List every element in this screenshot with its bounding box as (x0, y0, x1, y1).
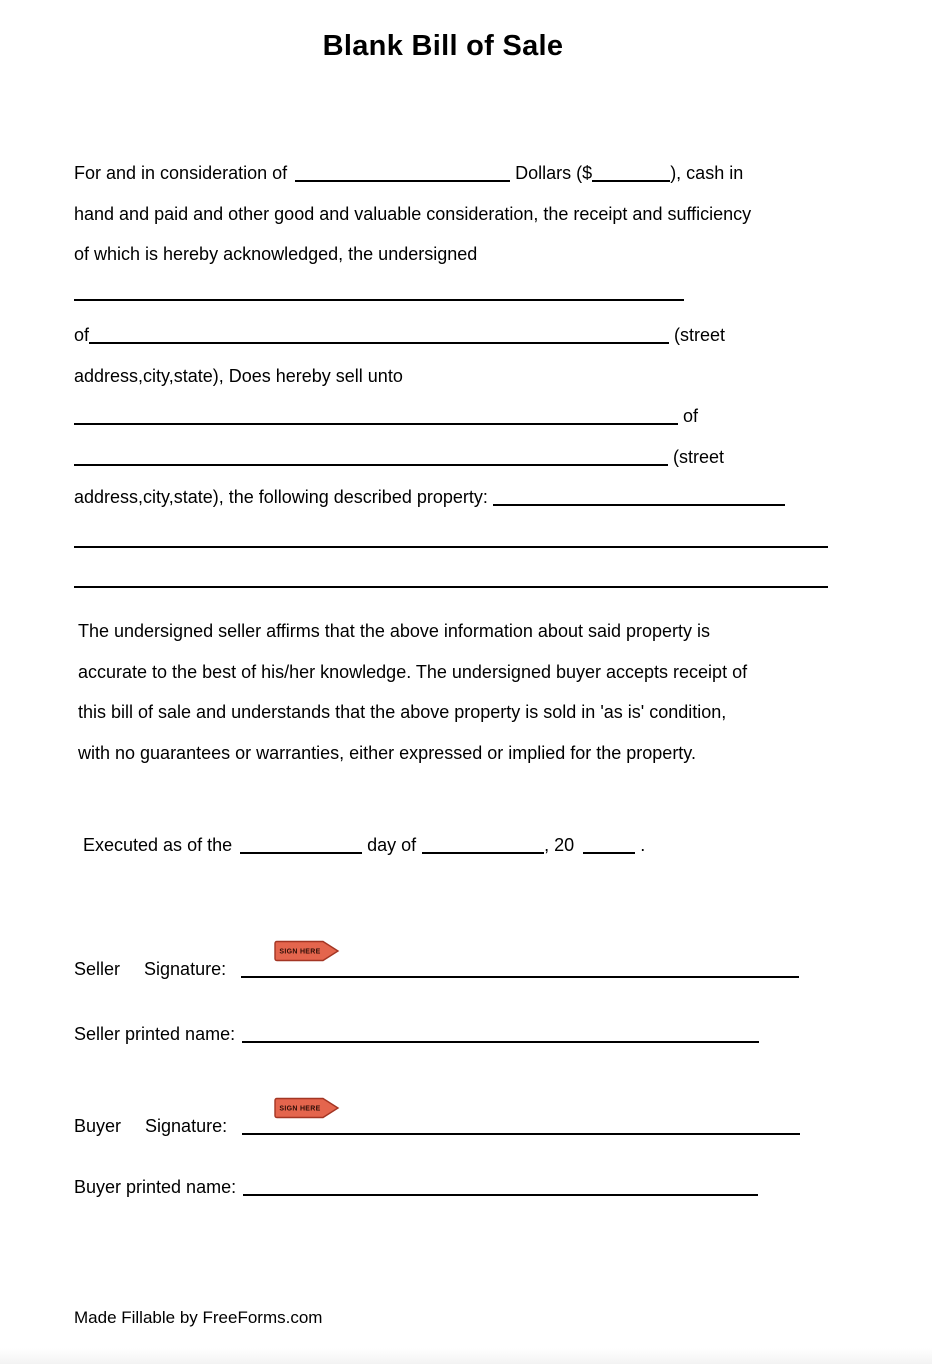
buyer-printed-name-label: Buyer printed name: (74, 1177, 237, 1197)
buyer-printed-name-row (74, 1176, 758, 1198)
intro-line-1 (74, 162, 743, 184)
buyer-street-text: (street (673, 447, 725, 467)
seller-address-line (74, 324, 725, 346)
day-of-text: day of (367, 835, 417, 855)
property-prefix-text: address,city,state), the following described property: (74, 487, 488, 507)
year-prefix-text: , 20 (544, 835, 575, 855)
seller-signature-line[interactable] (241, 962, 799, 978)
seller-of-text: of (74, 325, 90, 345)
intro-dollars-text: Dollars ($ (515, 163, 593, 183)
buyer-label: Buyer (74, 1116, 122, 1136)
intro-consideration-text: For and in consideration of (74, 163, 288, 183)
seller-printed-name-label: Seller printed name: (74, 1024, 236, 1044)
page-bottom-shade (0, 1348, 932, 1364)
sign-here-badge-label: SIGN HERE (279, 948, 321, 956)
amount-figure-blank[interactable] (592, 166, 670, 182)
execution-year-blank[interactable] (583, 838, 635, 854)
sign-here-badge-label: SIGN HERE (279, 1105, 321, 1113)
affirmation-line-1: The undersigned seller affirms that the above information about said property is (78, 621, 711, 641)
seller-signature-row (74, 958, 799, 980)
seller-street-text: (street (674, 325, 726, 345)
buyer-signature-row (74, 1115, 800, 1137)
property-description-blank-2[interactable] (74, 546, 828, 548)
buyer-signature-label: Signature: (145, 1116, 228, 1136)
buyer-of-text: of (683, 406, 699, 426)
property-description-blank-3[interactable] (74, 586, 828, 588)
seller-sell-unto-line: address,city,state), Does hereby sell unto (74, 366, 403, 386)
affirmation-line-2: accurate to the best of his/her knowledge. The undersigned buyer accepts receipt of (78, 662, 748, 682)
execution-day-blank[interactable] (240, 838, 362, 854)
buyer-name-line (74, 405, 698, 427)
page-title: Blank Bill of Sale (322, 30, 564, 62)
footer-credit: Made Fillable by FreeForms.com (74, 1308, 323, 1327)
intro-cash-text: ), cash in (670, 163, 744, 183)
seller-printed-name-row (74, 1023, 759, 1045)
intro-line-3: of which is hereby acknowledged, the undersigned (74, 244, 478, 264)
affirmation-line-4: with no guarantees or warranties, either expressed or implied for the property. (78, 743, 696, 763)
buyer-printed-name-line[interactable] (243, 1180, 758, 1196)
executed-text: Executed as of the (83, 835, 233, 855)
buyer-signature-line[interactable] (242, 1119, 800, 1135)
buyer-address-line (74, 446, 724, 468)
period-text: . (640, 835, 646, 855)
property-description-blank-1[interactable] (493, 490, 785, 506)
property-line (74, 486, 785, 508)
seller-address-blank[interactable] (89, 328, 669, 344)
affirmation-line-3: this bill of sale and understands that the above property is sold in 'as is' condition, (78, 702, 727, 722)
execution-month-blank[interactable] (422, 838, 544, 854)
amount-words-blank[interactable] (295, 166, 510, 182)
seller-printed-name-line[interactable] (242, 1027, 759, 1043)
seller-signature-label: Signature: (144, 959, 227, 979)
seller-name-blank[interactable] (74, 299, 684, 301)
execution-line (83, 834, 645, 856)
buyer-name-blank[interactable] (74, 409, 678, 425)
buyer-address-blank[interactable] (74, 450, 668, 466)
seller-label: Seller (74, 959, 121, 979)
intro-line-2: hand and paid and other good and valuable consideration, the receipt and sufficiency (74, 204, 752, 224)
